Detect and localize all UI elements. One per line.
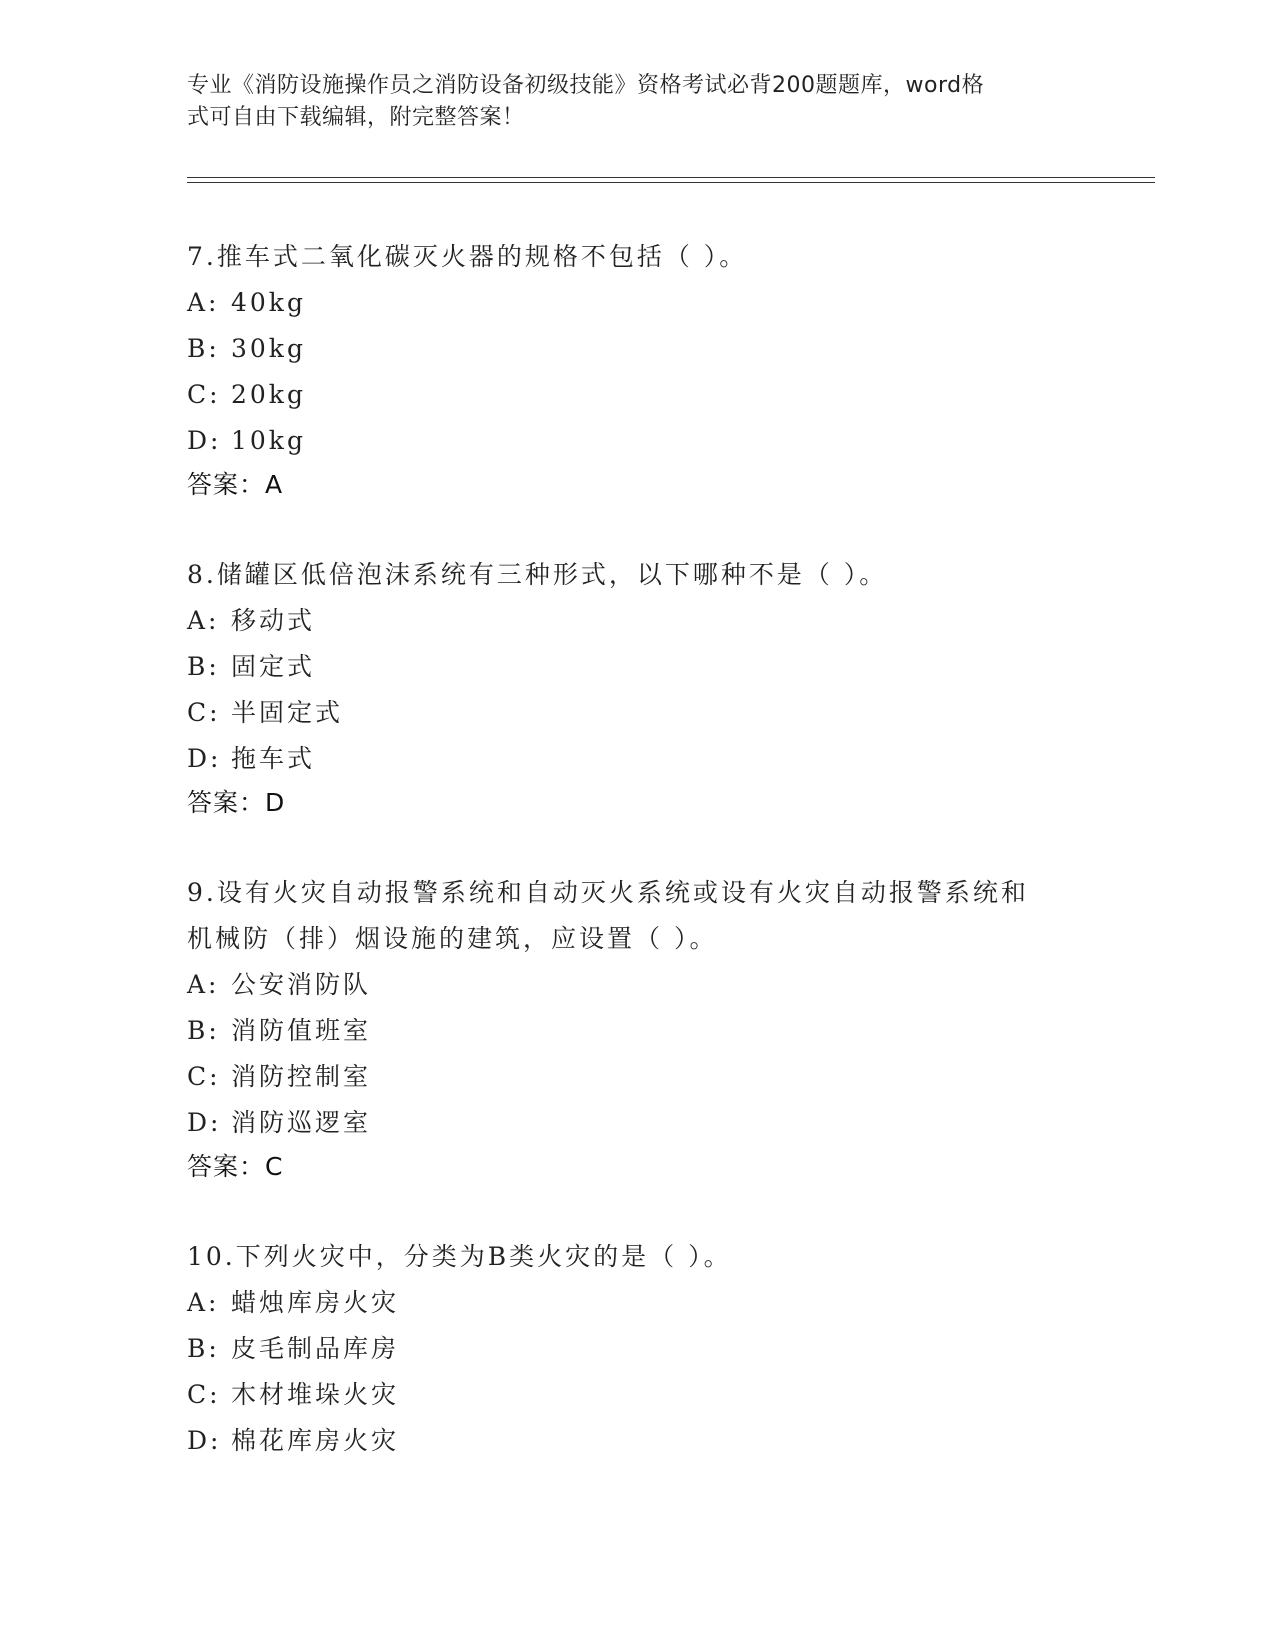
option-key: D: xyxy=(187,426,222,455)
option-key: D: xyxy=(187,1426,222,1455)
option-c xyxy=(187,1372,1067,1418)
option-text: 30kg xyxy=(231,334,306,363)
option-c xyxy=(187,690,1067,736)
option-text: 固定式 xyxy=(231,652,316,681)
answer-line: 答案：A xyxy=(187,470,284,499)
option-key: D: xyxy=(187,744,222,773)
option-text: 10kg xyxy=(231,426,306,455)
header-divider-bottom xyxy=(187,182,1155,183)
option-text: 蜡烛库房火灾 xyxy=(231,1288,400,1317)
option-key: B: xyxy=(187,652,220,681)
option-key: A: xyxy=(187,1288,220,1317)
question-stem-line-1: 9.设有火灾自动报警系统和自动灭火系统或设有火灾自动报警系统和 xyxy=(187,878,1029,907)
header-line-2: 式可自由下载编辑，附完整答案！ xyxy=(187,105,525,130)
option-text: 棉花库房火灾 xyxy=(231,1426,400,1455)
question-9 xyxy=(187,870,1067,1188)
option-text: 20kg xyxy=(231,380,306,409)
option-key: A: xyxy=(187,606,220,635)
option-b xyxy=(187,644,1067,690)
option-b xyxy=(187,1008,1067,1054)
option-text: 半固定式 xyxy=(231,698,344,727)
option-a xyxy=(187,1280,1067,1326)
option-a xyxy=(187,280,1067,326)
answer-line: 答案：C xyxy=(187,1152,284,1181)
option-text: 消防巡逻室 xyxy=(231,1108,372,1137)
question-stem-line-2: 机械防（排）烟设施的建筑，应设置（ ）。 xyxy=(187,924,718,953)
option-d xyxy=(187,736,1067,782)
option-key: B: xyxy=(187,1016,220,1045)
question-8 xyxy=(187,552,1067,824)
option-key: C: xyxy=(187,698,221,727)
header-divider-top xyxy=(187,177,1155,178)
option-text: 消防值班室 xyxy=(231,1016,372,1045)
option-key: B: xyxy=(187,1334,220,1363)
question-7 xyxy=(187,234,1067,506)
option-c xyxy=(187,1054,1067,1100)
option-d xyxy=(187,418,1067,464)
question-stem: 7.推车式二氧化碳灭火器的规格不包括（ ）。 xyxy=(187,242,748,271)
option-key: C: xyxy=(187,1062,221,1091)
answer-line: 答案：D xyxy=(187,788,286,817)
option-text: 木材堆垛火灾 xyxy=(231,1380,400,1409)
option-text: 公安消防队 xyxy=(231,970,372,999)
header-line-1: 专业《消防设施操作员之消防设备初级技能》资格考试必背200题题库，word格 xyxy=(187,73,985,98)
document-header xyxy=(187,70,1067,134)
question-stem: 8.储罐区低倍泡沫系统有三种形式，以下哪种不是（ ）。 xyxy=(187,560,888,589)
option-b xyxy=(187,326,1067,372)
option-key: C: xyxy=(187,1380,221,1409)
option-text: 皮毛制品库房 xyxy=(231,1334,400,1363)
option-text: 40kg xyxy=(231,288,306,317)
question-10 xyxy=(187,1234,1067,1464)
option-a xyxy=(187,962,1067,1008)
option-key: A: xyxy=(187,970,220,999)
option-text: 移动式 xyxy=(231,606,316,635)
option-d xyxy=(187,1100,1067,1146)
question-stem: 10.下列火灾中，分类为B类火灾的是（ ）。 xyxy=(187,1242,732,1271)
option-key: A: xyxy=(187,288,220,317)
option-text: 消防控制室 xyxy=(231,1062,372,1091)
option-b xyxy=(187,1326,1067,1372)
option-a xyxy=(187,598,1067,644)
option-c xyxy=(187,372,1067,418)
option-key: C: xyxy=(187,380,221,409)
option-key: D: xyxy=(187,1108,222,1137)
option-text: 拖车式 xyxy=(231,744,316,773)
option-key: B: xyxy=(187,334,220,363)
option-d xyxy=(187,1418,1067,1464)
